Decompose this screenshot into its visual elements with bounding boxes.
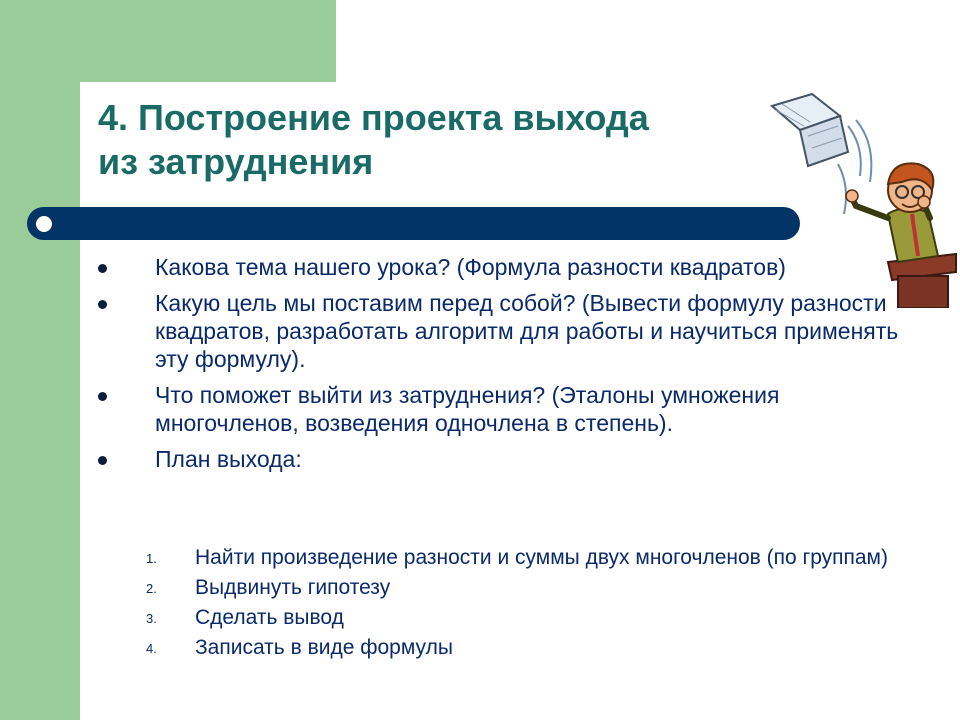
plan-step	[146, 605, 926, 631]
step-number: 3.	[146, 611, 157, 626]
bullet-dot-icon	[98, 456, 107, 465]
bullet-item	[96, 381, 916, 437]
bullet-dot-icon	[98, 392, 107, 401]
teacher-figure	[846, 163, 938, 262]
bullet-dot-icon	[98, 300, 107, 309]
teacher-with-flying-book-icon	[752, 86, 960, 308]
bullet-item	[96, 445, 916, 473]
plan-step	[146, 545, 926, 571]
bullet-text: Какова тема нашего урока? (Формула разности квадратов)	[155, 254, 786, 280]
step-text: Найти произведение разности и суммы двух многочленов (по группам)	[195, 546, 888, 569]
plan-step	[146, 635, 926, 661]
plan-step	[146, 575, 926, 601]
step-text: Записать в виде формулы	[195, 636, 453, 659]
bullet-text: План выхода:	[155, 446, 302, 472]
step-number: 2.	[146, 581, 157, 596]
step-number: 1.	[146, 551, 157, 566]
decorative-green-header-block	[0, 0, 336, 82]
bullet-text: Что поможет выйти из затруднения? (Эталоны умножения многочленов, возведения одночлена в степень).	[155, 382, 780, 436]
step-text: Сделать вывод	[195, 606, 344, 629]
slide-title: 4. Построение проекта выхода из затруднения	[98, 97, 649, 182]
step-number: 4.	[146, 641, 157, 656]
bullet-dot-icon	[98, 264, 107, 273]
divider-cap	[36, 216, 52, 232]
step-text: Выдвинуть гипотезу	[195, 576, 391, 599]
title-divider-bar	[27, 207, 800, 240]
plan-steps-list	[146, 545, 926, 665]
bullet-text: Какую цель мы поставим перед собой? (Вывести формулу разности квадратов, разработать алгоритм для работы и научиться применять эту формулу).	[155, 290, 899, 372]
decorative-green-sidebar	[0, 0, 80, 720]
